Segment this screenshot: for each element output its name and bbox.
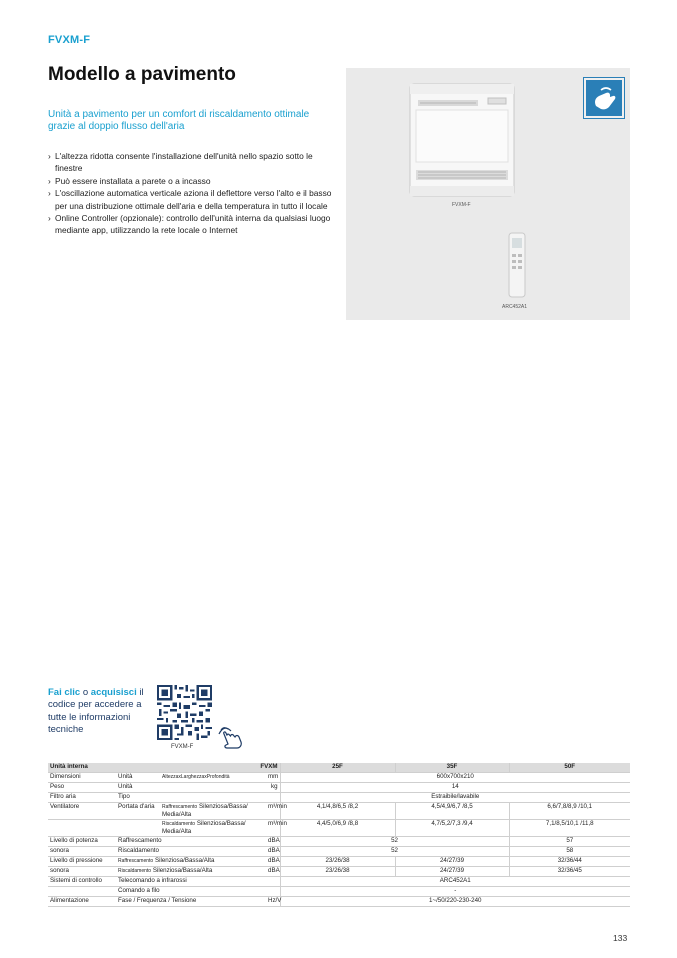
row-sublabel: Tipo bbox=[116, 793, 160, 803]
row-value-35f: 4,7/5,2/7,3 /9,4 bbox=[395, 820, 509, 837]
table-row bbox=[48, 877, 630, 887]
row-value: 1~/50/220-230-240 bbox=[280, 897, 630, 907]
row-sublabel: Riscaldamento bbox=[116, 847, 266, 857]
row-unit: m³/min bbox=[266, 803, 280, 820]
row-detail: Silenziosa/Bassa/ Media/Alta bbox=[162, 803, 248, 818]
row-label: Dimensioni bbox=[48, 773, 116, 783]
page-number: 133 bbox=[613, 933, 628, 943]
row-value-50f: 32/36/45 bbox=[509, 867, 630, 877]
row-value-25f: 23/26/38 bbox=[280, 867, 395, 877]
table-row bbox=[48, 773, 630, 783]
row-value-50f: 57 bbox=[509, 837, 630, 847]
table-row bbox=[48, 837, 630, 847]
row-value-35f: 24/27/39 bbox=[395, 857, 509, 867]
row-detail: Silenziosa/Bassa/Alta bbox=[154, 857, 215, 864]
table-row bbox=[48, 897, 630, 907]
subtitle: Unità a pavimento per un comfort di riscaldamento ottimale grazie al doppio flusso dell'aria bbox=[48, 109, 310, 132]
row-value-25f: 4,4/5,0/6,9 /8,8 bbox=[280, 820, 395, 837]
table-row bbox=[48, 783, 630, 793]
qr-code[interactable] bbox=[157, 685, 212, 740]
row-mode: Riscaldamento bbox=[118, 868, 152, 874]
row-sublabel: Comando a filo bbox=[116, 887, 266, 897]
feature-item: › L'oscillazione automatica verticale aziona il deflettore verso l'alto e il basso per una distribuzione ottimale dell'aria e della temperatura in tutto il locale bbox=[48, 187, 333, 212]
row-value: Estraibile/lavabile bbox=[280, 793, 630, 803]
row-sublabel: Telecomando a infrarossi bbox=[116, 877, 266, 887]
row-mode: Riscaldamento bbox=[162, 821, 196, 827]
feature-list bbox=[48, 150, 333, 237]
row-label: sonora bbox=[48, 867, 116, 877]
row-mode: Raffrescamento bbox=[162, 804, 198, 810]
feature-item: › Può essere installata a parete o a incasso bbox=[48, 175, 333, 187]
row-unit: dBA bbox=[266, 857, 280, 867]
qr-call-to-action bbox=[48, 687, 158, 736]
row-unit: mm bbox=[266, 773, 280, 783]
row-label: Livello di pressione bbox=[48, 857, 116, 867]
page-title: Modello a pavimento bbox=[48, 64, 236, 85]
table-row bbox=[48, 847, 630, 857]
row-label: Peso bbox=[48, 783, 116, 793]
row-sublabel: Portata d'aria bbox=[116, 803, 160, 820]
row-detail: Silenziosa/Bassa/Alta bbox=[152, 867, 213, 874]
row-unit: dBA bbox=[266, 867, 280, 877]
row-sublabel: Unità bbox=[116, 783, 160, 793]
table-row bbox=[48, 887, 630, 897]
header-model: FVXM bbox=[160, 763, 280, 773]
row-unit: m³/min bbox=[266, 820, 280, 837]
model-code-header: FVXM-F bbox=[48, 34, 91, 46]
table-row bbox=[48, 793, 630, 803]
row-value-50f: 32/36/44 bbox=[509, 857, 630, 867]
unit-caption: FVXM-F bbox=[452, 202, 471, 208]
row-label: Ventilatore bbox=[48, 803, 116, 820]
row-value: 14 bbox=[280, 783, 630, 793]
hand-touch-icon bbox=[584, 78, 624, 118]
remote-control-image bbox=[508, 232, 526, 298]
row-value-50f: 6,6/7,8/8,9 /10,1 bbox=[509, 803, 630, 820]
row-unit: Hz/V bbox=[266, 897, 280, 907]
cta-click-word: Fai clic bbox=[48, 687, 81, 698]
row-label: sonora bbox=[48, 847, 116, 857]
row-detail: Silenziosa/Bassa/ Media/Alta bbox=[162, 820, 246, 835]
product-image-panel bbox=[346, 68, 630, 320]
cta-text-part: il codice per accedere a tutte le informazioni tecniche bbox=[48, 687, 144, 735]
header-indoor-unit: Unità interna bbox=[48, 763, 116, 773]
row-label: Sistemi di controllo bbox=[48, 877, 116, 887]
row-value-35f: 24/27/39 bbox=[395, 867, 509, 877]
header-model-35f: 35F bbox=[395, 763, 509, 773]
row-value-50f: 7,1/8,5/10,1 /11,8 bbox=[509, 820, 630, 837]
cta-text-part: o bbox=[80, 687, 91, 698]
row-unit: kg bbox=[266, 783, 280, 793]
remote-caption: ARC452A1 bbox=[502, 304, 528, 310]
row-value: 600x700x210 bbox=[280, 773, 630, 783]
row-sublabel: Unità bbox=[116, 773, 160, 783]
table-header-row bbox=[48, 763, 630, 773]
row-value: - bbox=[280, 887, 630, 897]
row-detail: AltezzaxLarghezzaxProfondità bbox=[160, 773, 266, 783]
row-unit: dBA bbox=[266, 837, 280, 847]
table-row bbox=[48, 820, 630, 837]
row-sublabel: Fase / Frequenza / Tensione bbox=[116, 897, 266, 907]
row-value-25f-35f: 52 bbox=[280, 837, 509, 847]
row-mode: Raffrescamento bbox=[118, 858, 154, 864]
tap-hand-icon bbox=[215, 725, 245, 751]
feature-item: › L'altezza ridotta consente l'installazione dell'unità nello spazio sotto le finestre bbox=[48, 150, 333, 175]
table-row bbox=[48, 803, 630, 820]
technical-spec-table bbox=[48, 763, 630, 907]
row-value-35f: 4,5/4,9/6,7 /8,5 bbox=[395, 803, 509, 820]
row-unit: dBA bbox=[266, 847, 280, 857]
row-label: Alimentazione bbox=[48, 897, 116, 907]
row-value-25f-35f: 52 bbox=[280, 847, 509, 857]
table-row bbox=[48, 857, 630, 867]
floor-unit-image bbox=[408, 82, 516, 198]
row-sublabel: Raffrescamento bbox=[116, 837, 266, 847]
table-row bbox=[48, 867, 630, 877]
row-value-25f: 23/26/38 bbox=[280, 857, 395, 867]
row-value-50f: 58 bbox=[509, 847, 630, 857]
feature-item: › Online Controller (opzionale): controllo dell'unità interna da qualsiasi luogo mediante app, utilizzando la rete locale o Internet bbox=[48, 212, 333, 237]
row-label: Filtro aria bbox=[48, 793, 116, 803]
header-model-50f: 50F bbox=[509, 763, 630, 773]
row-label: Livello di potenza bbox=[48, 837, 116, 847]
row-value: ARC452A1 bbox=[280, 877, 630, 887]
header-model-25f: 25F bbox=[280, 763, 395, 773]
qr-caption: FVXM-F bbox=[171, 744, 194, 750]
row-value-25f: 4,1/4,8/6,5 /8,2 bbox=[280, 803, 395, 820]
cta-scan-word: acquisisci bbox=[90, 687, 137, 698]
